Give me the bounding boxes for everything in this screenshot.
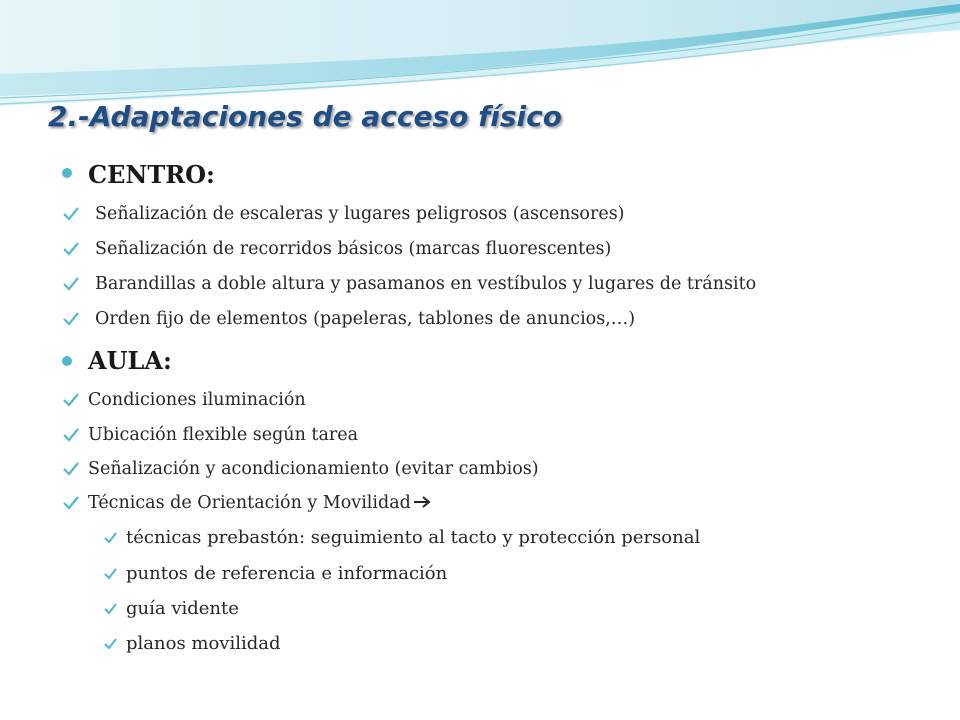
checkmark-icon [62,427,80,443]
checkmark-icon [62,392,80,408]
centro-heading: CENTRO: [88,160,215,189]
centro-item: Barandillas a doble altura y pasamanos en vestíbulos y lugares de tránsito [95,274,757,294]
bullet-dot-icon [62,168,72,178]
aula-item: Señalización y acondicionamiento (evitar cambios) [88,459,539,479]
aula-item-text: Técnicas de Orientación y Movilidad [88,493,411,513]
checkmark-icon [103,602,118,615]
checkmark-icon [103,567,118,580]
checkmark-icon [62,461,80,477]
bullet-dot-icon [62,356,72,366]
aula-item: Condiciones iluminación [88,390,306,410]
aula-item [88,493,431,513]
aula-item: Ubicación flexible según tarea [88,425,359,445]
aula-subitem: puntos de referencia e información [126,563,448,584]
checkmark-icon [103,637,118,650]
slide-title: 2.-Adaptaciones de acceso físico [48,100,562,133]
aula-subitem: técnicas prebastón: seguimiento al tacto y protección personal [126,527,701,548]
checkmark-icon [103,531,118,544]
centro-item: Señalización de escaleras y lugares peligrosos (ascensores) [95,204,625,224]
checkmark-icon [62,276,80,292]
aula-subitem: guía vidente [126,598,239,619]
right-arrow-icon [413,495,431,509]
aula-subitem: planos movilidad [126,633,281,654]
centro-item: Señalización de recorridos básicos (marcas fluorescentes) [95,239,612,259]
aula-heading: AULA: [88,346,172,375]
centro-item: Orden fijo de elementos (papeleras, tablones de anuncios,…) [95,309,636,329]
checkmark-icon [62,241,80,257]
checkmark-icon [62,495,80,511]
checkmark-icon [62,206,80,222]
checkmark-icon [62,311,80,327]
